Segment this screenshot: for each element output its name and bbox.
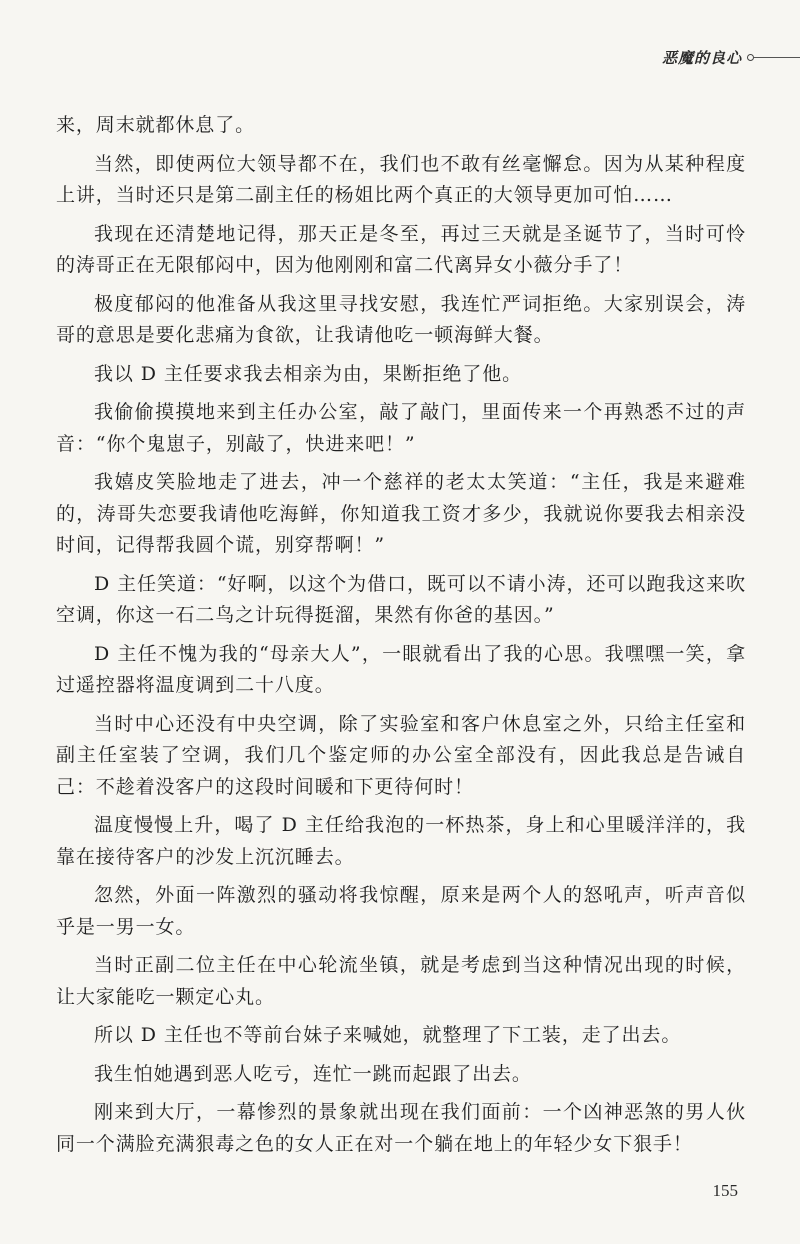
header-rule-line: [754, 57, 800, 58]
paragraph-9: D 主任不愧为我的“母亲大人”，一眼就看出了我的心思。我嘿嘿一笑，拿过遥控器将温度调到二十八度。: [56, 642, 746, 696]
running-header: [600, 47, 800, 71]
paragraph-10: 当时中心还没有中央空调，除了实验室和客户休息室之外，只给主任室和副主任室装了空调，我们几个鉴定师的办公室全部没有，因此我总是告诫自己：不趁着没客户的这段时间暖和下更待何时！: [56, 712, 746, 798]
paragraph-13: 当时正副二位主任在中心轮流坐镇，就是考虑到当这种情况出现的时候，让大家能吃一颗定心丸。: [56, 954, 746, 1008]
paragraph-1: 来，周末就都休息了。: [56, 114, 256, 136]
paragraph-7: 我嬉皮笑脸地走了进去，冲一个慈祥的老太太笑道：“主任，我是来避难的，涛哥失恋要我请他吃海鲜，你知道我工资才多少，我就说你要我去相亲没时间，记得帮我圆个谎，别穿帮啊！”: [56, 471, 746, 556]
header-ornament-ring: [747, 54, 754, 61]
paragraph-6: 我偷偷摸摸地来到主任办公室，敲了敲门，里面传来一个再熟悉不过的声音：“你个鬼崽子，别敲了，快进来吧！”: [56, 401, 746, 455]
running-title: 恶魔的良心: [661, 49, 742, 67]
paragraph-16: 刚来到大厅，一幕惨烈的景象就出现在我们面前：一个凶神恶煞的男人伙同一个满脸充满狠毒之色的女人正在对一个躺在地上的年轻少女下狠手！: [56, 1101, 746, 1155]
paragraph-12: 忽然，外面一阵激烈的骚动将我惊醒，原来是两个人的怒吼声，听声音似乎是一男一女。: [56, 884, 746, 938]
paragraph-5: 我以 D 主任要求我去相亲为由，果断拒绝了他。: [94, 362, 523, 385]
paragraph-14: 所以 D 主任也不等前台妹子来喊她，就整理了下工装，走了出去。: [94, 1024, 682, 1046]
paragraph-11: 温度慢慢上升，喝了 D 主任给我泡的一杯热茶，身上和心里暖洋洋的，我靠在接待客户的沙发上沉沉睡去。: [56, 814, 746, 868]
page-number: 155: [712, 1181, 738, 1200]
paragraph-8: D 主任笑道：“好啊，以这个为借口，既可以不请小涛，还可以跑我这来吹空调，你这一石二鸟之计玩得挺溜，果然有你爸的基因。”: [56, 572, 746, 626]
body-text: [56, 110, 746, 1160]
paragraph-15: 我生怕她遇到恶人吃亏，连忙一跳而起跟了出去。: [94, 1062, 532, 1085]
paragraph-4: 极度郁闷的他准备从我这里寻找安慰，我连忙严词拒绝。大家别误会，涛哥的意思是要化悲痛为食欲，让我请他吃一顿海鲜大餐。: [56, 292, 746, 346]
paragraph-3: 我现在还清楚地记得，那天正是冬至，再过三天就是圣诞节了，当时可怜的涛哥正在无限郁闷中，因为他刚刚和富二代离异女小薇分手了！: [56, 222, 746, 276]
paragraph-2: 当然，即使两位大领导都不在，我们也不敢有丝毫懈怠。因为从某种程度上讲，当时还只是第二副主任的杨姐比两个真正的大领导更加可怕……: [56, 152, 746, 206]
